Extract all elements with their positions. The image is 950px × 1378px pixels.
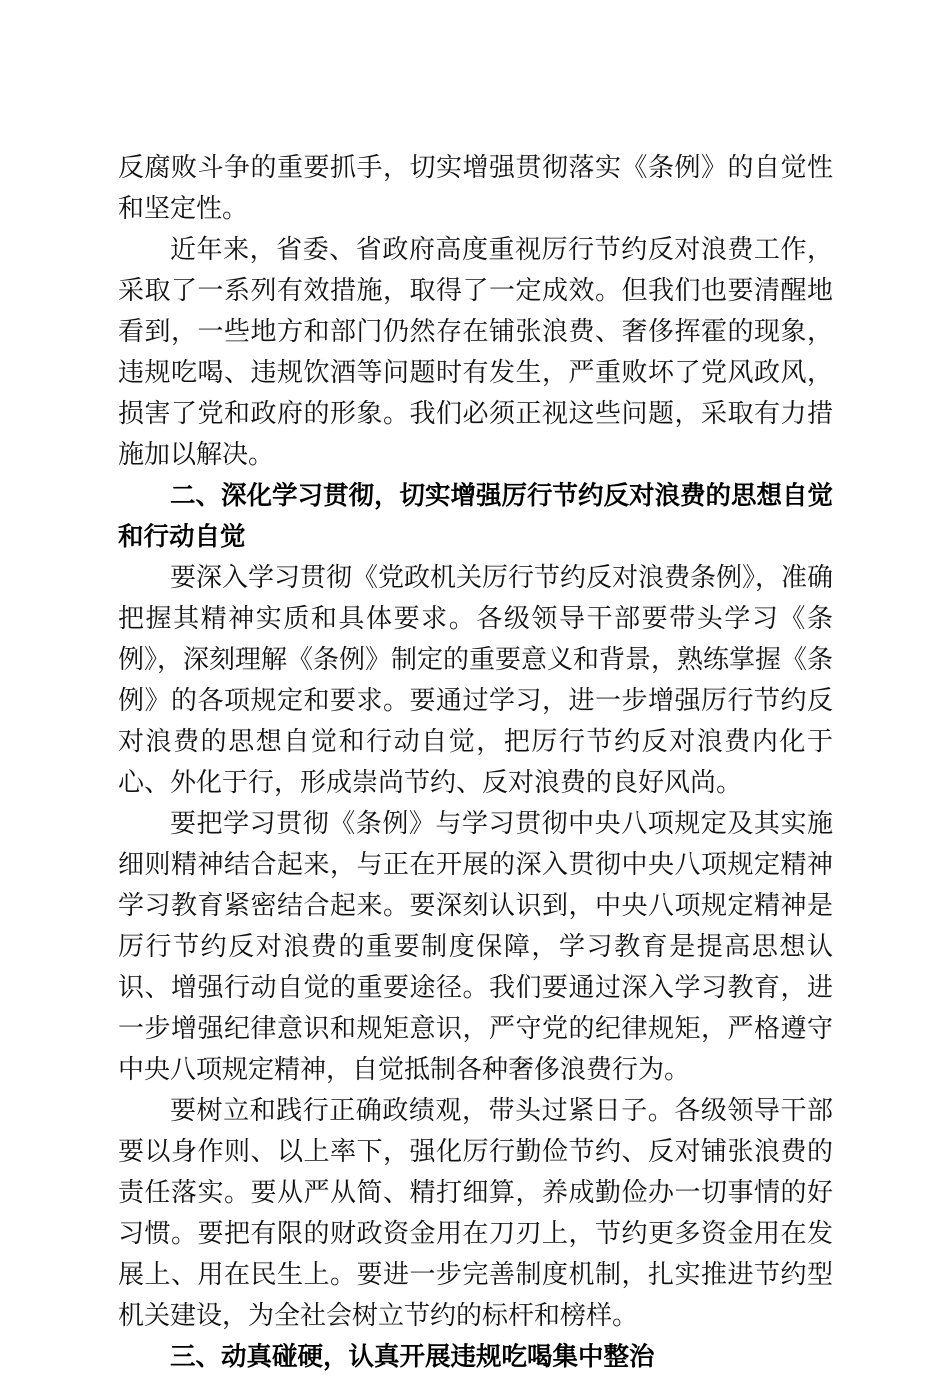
document-page — [118, 148, 833, 1378]
paragraph-eight-rules: 要把学习贯彻《条例》与学习贯彻中央八项规定及其实施细则精神结合起来，与正在开展的深入贯彻中央八项规定精神学习教育紧密结合起来。要深刻认识到，中央八项规定精神是厉行节约反对浪费的重要制度保障，学习教育是提高思想认识、增强行动自觉的重要途径。我们要通过深入学习教育，进一步增强纪律意识和规矩意识，严守党的纪律规矩，严格遵守中央八项规定精神，自觉抵制各种奢侈浪费行为。 — [118, 809, 833, 1085]
section-heading-3: 三、动真碰硬，认真开展违规吃喝集中整治 — [170, 1342, 655, 1372]
section-heading-2: 二、深化学习贯彻，切实增强厉行节约反对浪费的思想自觉和行动自觉 — [118, 481, 834, 552]
paragraph-continuation: 反腐败斗争的重要抓手，切实增强贯彻落实《条例》的自觉性和坚定性。 — [118, 153, 833, 224]
paragraph-situation: 近年来，省委、省政府高度重视厉行节约反对浪费工作，采取了一系列有效措施，取得了一定成效。但我们也要清醒地看到，一些地方和部门仍然存在铺张浪费、奢侈挥霍的现象，违规吃喝、违规饮酒等问题时有发生，严重败坏了党风政风，损害了党和政府的形象。我们必须正视这些问题，采取有力措施加以解决。 — [118, 235, 833, 470]
paragraph-performance-view: 要树立和践行正确政绩观，带头过紧日子。各级领导干部要以身作则、以上率下，强化厉行勤俭节约、反对铺张浪费的责任落实。要从严从简、精打细算，养成勤俭办一切事情的好习惯。要把有限的财政资金用在刀刃上，节约更多资金用在发展上、用在民生上。要进一步完善制度机制，扎实推进节约型机关建设，为全社会树立节约的标杆和榜样。 — [118, 1096, 833, 1331]
paragraph-study-regulations: 要深入学习贯彻《党政机关厉行节约反对浪费条例》，准确把握其精神实质和具体要求。各级领导干部要带头学习《条例》，深刻理解《条例》制定的重要意义和背景，熟练掌握《条例》的各项规定和要求。要通过学习，进一步增强厉行节约反对浪费的思想自觉和行动自觉，把厉行节约反对浪费内化于心、外化于行，形成崇尚节约、反对浪费的良好风尚。 — [118, 563, 834, 798]
